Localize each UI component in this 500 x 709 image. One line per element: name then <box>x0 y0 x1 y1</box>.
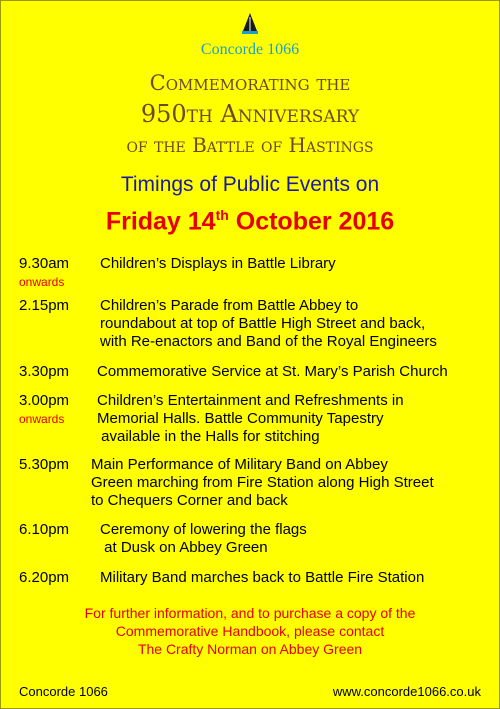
event-row <box>19 363 448 381</box>
event-time: 3.30pm <box>19 363 70 380</box>
event-row <box>19 392 404 446</box>
event-time: 2.15pm <box>19 297 70 314</box>
event-line: with Re-enactors and Band of the Royal Engineers <box>100 333 437 350</box>
date-ordinal: th <box>215 207 229 223</box>
commemorating-line-1: Commemorating the <box>149 71 351 95</box>
event-line: Children’s Displays in Battle Library <box>100 255 336 272</box>
event-desc <box>100 569 424 587</box>
event-row <box>19 297 437 351</box>
further-information <box>1 604 499 658</box>
date-day: Friday 14 <box>105 207 216 236</box>
event-line: at Dusk on Abbey Green <box>100 539 268 556</box>
event-time: 6.20pm <box>19 569 70 586</box>
event-time: 5.30pm <box>19 456 70 473</box>
footer-website: www.concorde1066.co.uk <box>332 684 481 699</box>
helmet-logo-icon <box>240 11 260 39</box>
event-time: 3.00pm <box>19 392 70 409</box>
commemorating-line-2: 950th Anniversary <box>140 100 360 128</box>
concorde-logo <box>1 11 499 39</box>
timings-title: Timings of Public Events on <box>120 173 380 196</box>
event-desc <box>97 392 404 446</box>
event-row <box>19 255 336 273</box>
event-line: Green marching from Fire Station along High Street <box>91 474 434 491</box>
event-line: Children’s Parade from Battle Abbey to <box>100 297 359 314</box>
event-line: Commemorative Service at St. Mary’s Parish Church <box>97 363 448 380</box>
logo-text: Concorde 1066 <box>200 41 300 58</box>
event-row <box>19 569 424 587</box>
event-desc <box>91 456 434 510</box>
event-line: Ceremony of lowering the flags <box>100 521 307 538</box>
event-line: Main Performance of Military Band on Abbey <box>91 456 388 473</box>
event-row <box>19 456 434 510</box>
info-line: Commemorative Handbook, please contact <box>115 623 385 639</box>
event-line: Military Band marches back to Battle Fire Station <box>100 569 425 586</box>
event-row <box>19 521 307 557</box>
event-line: roundabout at top of Battle High Street and back, <box>100 315 426 332</box>
event-note: onwards <box>19 412 65 426</box>
event-desc <box>100 521 307 557</box>
event-line: Children’s Entertainment and Refreshments in <box>97 392 404 409</box>
event-desc <box>100 297 437 351</box>
event-date <box>1 207 499 236</box>
event-time: 6.10pm <box>19 521 70 538</box>
event-line: Memorial Halls. Battle Community Tapestry <box>97 410 384 427</box>
footer-organisation: Concorde 1066 <box>19 684 108 699</box>
event-time: 9.30am <box>19 255 70 272</box>
event-desc <box>97 363 448 381</box>
date-month-year: October 2016 <box>228 207 395 236</box>
event-line: available in the Halls for stitching <box>97 428 320 445</box>
info-line: The Crafty Norman on Abbey Green <box>137 641 363 657</box>
event-desc <box>100 255 336 273</box>
info-line: For further information, and to purchase a copy of the <box>84 605 416 621</box>
commemorating-line-3: of the Battle of Hastings <box>126 133 374 157</box>
event-note: onwards <box>19 275 65 289</box>
event-line: to Chequers Corner and back <box>91 492 288 509</box>
